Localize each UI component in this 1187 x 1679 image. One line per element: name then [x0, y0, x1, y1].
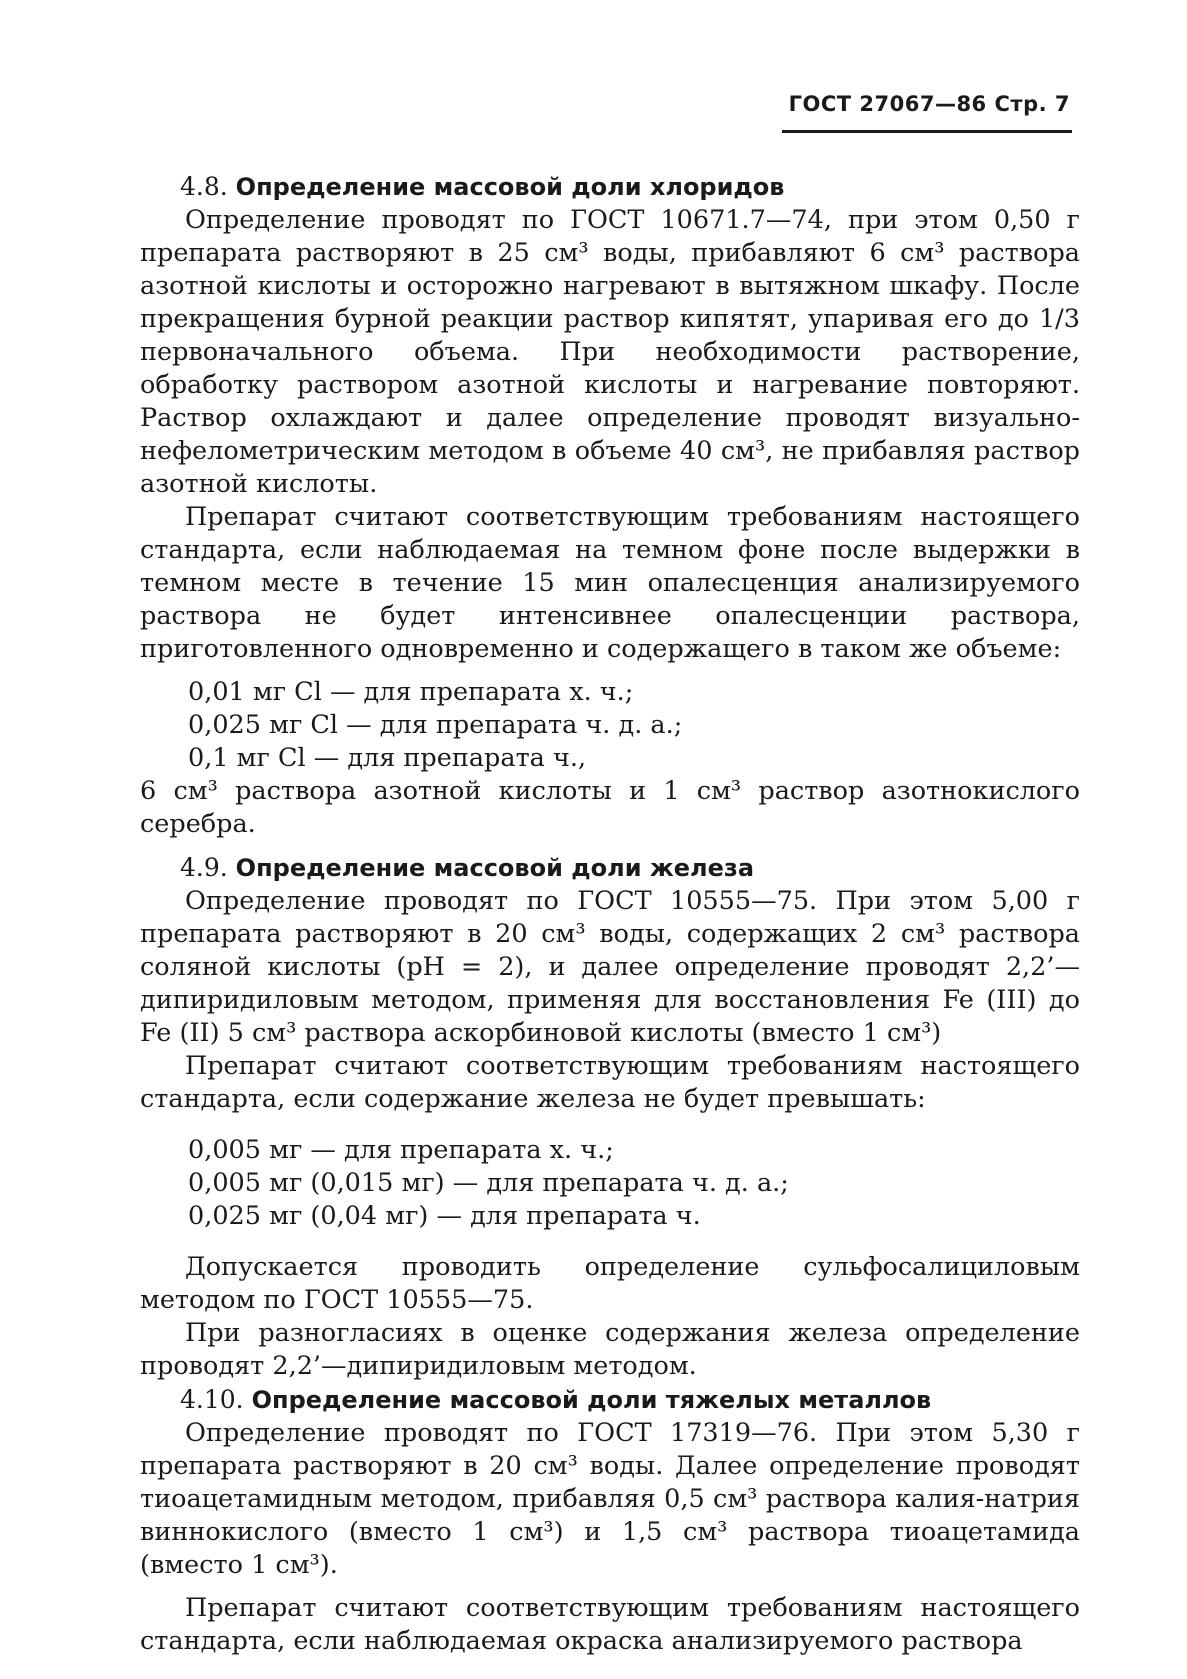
section-title: Определение массовой доли тяжелых металлов	[251, 1386, 932, 1414]
paragraph: Определение проводят по ГОСТ 17319—76. При этом 5,30 г препарата растворяют в 20 см³ воды. Далее определение проводят тиоацетамидным методом, прибавляя 0,5 см³ раствора калия-натрия виннокислого (вместо 1 см³) и 1,5 см³ раствора тиоацетамида (вместо 1 см³).	[140, 1418, 1080, 1580]
list-item: 0,1 мг Cl — для препарата ч.,	[188, 743, 587, 773]
section-number: 4.10.	[180, 1385, 244, 1414]
page-header: ГОСТ 27067—86 Стр. 7	[788, 92, 1070, 116]
paragraph: Определение проводят по ГОСТ 10555—75. При этом 5,00 г препарата растворяют в 20 см³ воды, содержащих 2 см³ раствора соляной кислоты (pH = 2), и далее определение проводят 2,2’—дипиридиловым методом, применяя для восстановления Fe (III) до Fe (II) 5 см³ раствора аскорбиновой кислоты (вместо 1 см³)	[140, 886, 1080, 1048]
paragraph: При разногласиях в оценке содержания железа определение проводят 2,2’—дипиридиловым методом.	[140, 1318, 1080, 1381]
list-item: 0,005 мг (0,015 мг) — для препарата ч. д. а.;	[188, 1168, 789, 1198]
list-item: 0,025 мг Cl — для препарата ч. д. а.;	[188, 710, 683, 740]
section-heading-4-8	[140, 170, 1080, 204]
paragraph: Допускается проводить определение сульфосалициловым методом по ГОСТ 10555—75.	[140, 1252, 1080, 1315]
section-heading-4-9	[140, 851, 1080, 885]
section-number: 4.9.	[180, 853, 228, 882]
section-title: Определение массовой доли железа	[235, 854, 755, 882]
section-number: 4.8.	[180, 172, 228, 201]
paragraph: Определение проводят по ГОСТ 10671.7—74, при этом 0,50 г препарата растворяют в 25 см³ воды, прибавляют 6 см³ раствора азотной кислоты и осторожно нагревают в вытяжном шкафу. После прекращения бурной реакции раствор кипятят, упаривая его до 1/3 первоначального объема. При необходимости растворение, обработку раствором азотной кислоты и нагревание повторяют. Раствор охлаждают и далее определение проводят визуально-нефелометрическим методом в объеме 40 см³, не прибавляя раствор азотной кислоты.	[140, 205, 1080, 499]
paragraph: 6 см³ раствора азотной кислоты и 1 см³ раствор азотнокислого серебра.	[140, 776, 1080, 839]
document-body	[140, 170, 1080, 1658]
paragraph: Препарат считают соответствующим требованиям настоящего стандарта, если наблюдаемая на темном фоне после выдержки в темном месте в течение 15 мин опалесценция анализируемого раствора не будет интенсивнее опалесценции раствора, приготовленного одновременно и содержащего в таком же объеме:	[140, 502, 1080, 664]
section-heading-4-10	[140, 1383, 1080, 1417]
list-item: 0,01 мг Cl — для препарата х. ч.;	[188, 677, 634, 707]
paragraph: Препарат считают соответствующим требованиям настоящего стандарта, если наблюдаемая окраска анализируемого раствора	[140, 1593, 1080, 1656]
list-item: 0,025 мг (0,04 мг) — для препарата ч.	[188, 1201, 701, 1231]
paragraph: Препарат считают соответствующим требованиям настоящего стандарта, если содержание железа не будет превышать:	[140, 1051, 1080, 1114]
header-rule	[782, 130, 1072, 133]
section-title: Определение массовой доли хлоридов	[235, 173, 785, 201]
list-item: 0,005 мг — для препарата х. ч.;	[188, 1135, 614, 1165]
